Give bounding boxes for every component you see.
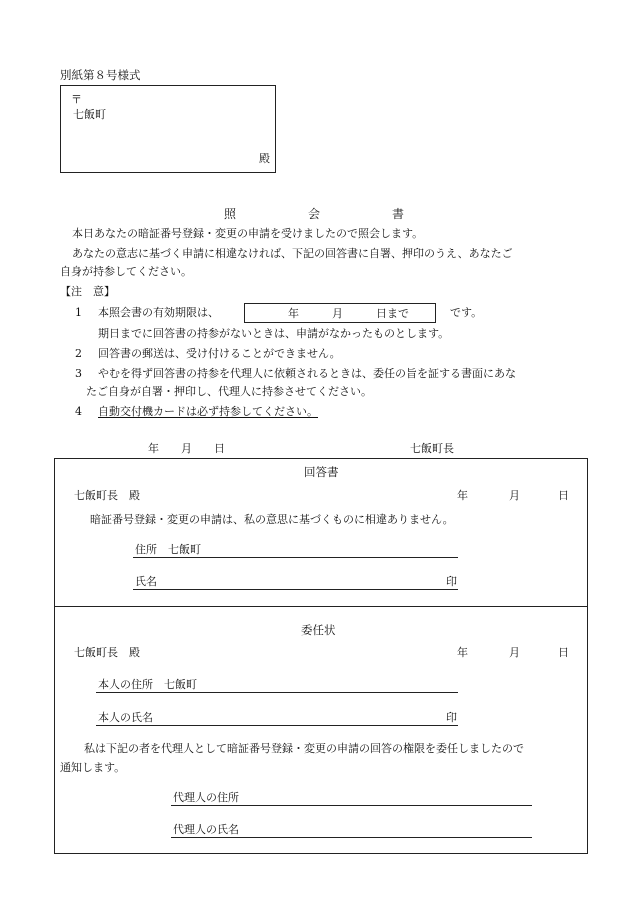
issuer: 七飯町長 [410,442,454,455]
proxy-statement-a: 私は下記の者を代理人として暗証番号登録・変更の申請の回答の権限を委任しましたので [84,742,524,755]
form-number: 別紙第８号様式 [60,68,141,82]
note-3-number: 3 [75,367,82,380]
note-2-number: 2 [75,347,82,360]
page-title: 照 会 書 [224,207,405,221]
section-divider [54,606,588,607]
intro-paragraph-1: 本日あなたの暗証番号登録・変更の申請を受けましたので照会します。 [72,227,424,240]
reply-title: 回答書 [304,465,339,479]
proxy-month: 月 [509,646,520,659]
address-box [60,85,276,173]
notes-heading: 【注 意】 [60,285,115,298]
note-4-text: 自動交付機カードは必ず持参してください。 [98,405,318,418]
address-honorific: 殿 [259,152,270,165]
principal-address-line [96,692,458,693]
proxy-title: 委任状 [301,623,336,637]
proxy-seal-mark: 印 [446,711,457,724]
postal-mark: 〒 [71,93,82,106]
reply-address-label: 住所 七飯町 [135,543,201,556]
principal-name-line [96,725,458,726]
note-3-text-a: やむを得ず回答書の持参を代理人に依頼されるときは、委任の旨を証する書面にあな [98,367,516,380]
agent-name-line [171,837,532,838]
validity-date-text: 年 月 日まで [288,307,409,320]
reply-seal-mark: 印 [446,575,457,588]
proxy-statement-b: 通知します。 [60,761,126,774]
intro-paragraph-2b: 自身が持参してください。 [60,265,192,278]
note-1-text: 本照会書の有効期限は、 [98,306,219,319]
note-1-subtext: 期日までに回答書の持参がないときは、申請がなかったものとします。 [98,327,450,340]
reply-name-label: 氏名 [135,575,157,588]
reply-month: 月 [509,489,520,502]
proxy-addressee: 七飯町長 殿 [74,646,140,659]
address-town: 七飯町 [73,108,106,121]
note-1-number: 1 [75,306,82,319]
proxy-year: 年 [457,646,468,659]
reply-day: 日 [558,489,569,502]
note-3-text-b: たご自身が自署・押印し、代理人に持参させてください。 [86,385,372,398]
agent-address-label: 代理人の住所 [173,791,239,804]
reply-name-line [133,589,458,590]
reply-address-line [133,557,458,558]
note-1-suffix: です。 [450,306,483,319]
principal-name-label: 本人の氏名 [98,711,153,724]
note-2-text: 回答書の郵送は、受け付けることができません。 [98,347,341,360]
validity-date-box [244,303,436,323]
agent-name-label: 代理人の氏名 [173,823,239,836]
issue-date: 年 月 日 [148,442,225,455]
agent-address-line [171,805,532,806]
reply-year: 年 [457,489,468,502]
proxy-day: 日 [558,646,569,659]
note-4-number: 4 [75,405,82,418]
reply-statement: 暗証番号登録・変更の申請は、私の意思に基づくものに相違ありません。 [90,513,454,526]
reply-addressee: 七飯町長 殿 [74,489,140,502]
principal-address-label: 本人の住所 七飯町 [98,678,197,691]
intro-paragraph-2a: あなたの意志に基づく申請に相違なければ、下記の回答書に自署、押印のうえ、あなたご [72,247,513,260]
